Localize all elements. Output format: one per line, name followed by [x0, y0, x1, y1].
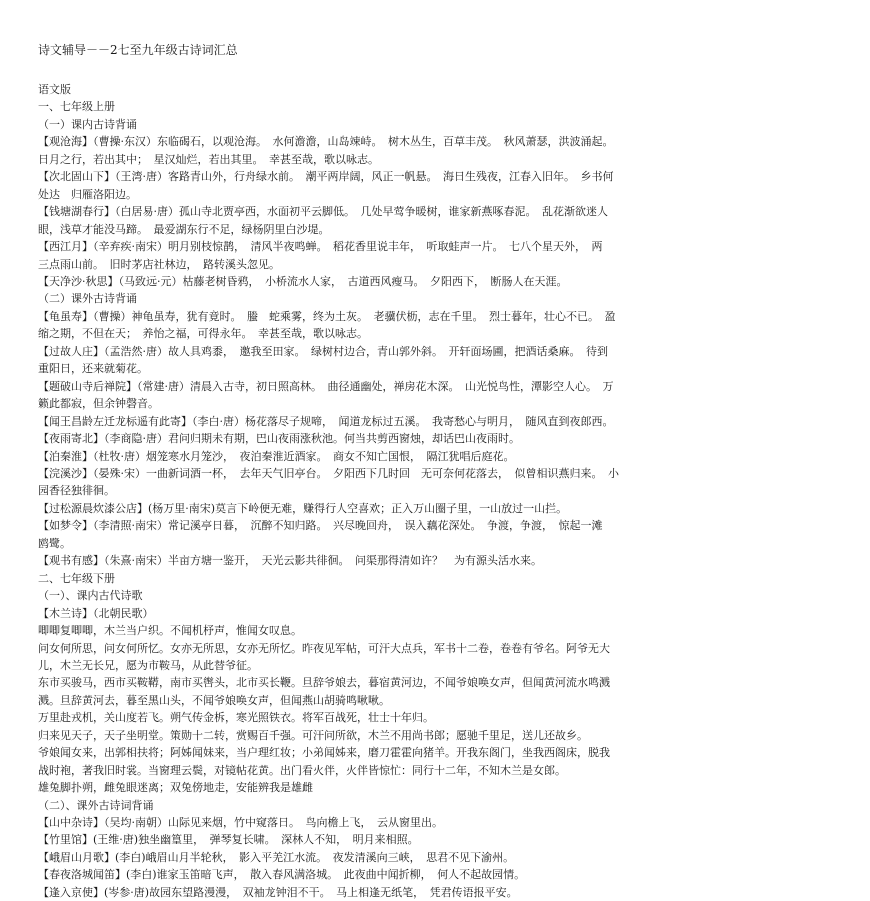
text-line: 【泊秦淮】（杜牧·唐）烟笼寒水月笼沙， 夜泊秦淮近酒家。 商女不知亡国恨， 隔江犹唱后庭花。 — [38, 449, 515, 463]
text-line: 【天净沙·秋思】（马致远·元）枯藤老树昏鸦， 小桥流水人家， 古道西风瘦马。 夕阳西下， 断肠人在天涯。 — [38, 274, 568, 288]
text-line: 【龟虽寿】（曹操）神龟虽寿，犹有竟时。 螣 蛇乘雾，终为土灰。 老骥伏枥，志在千里。 烈士暮年，壮心不已。 盈 — [38, 309, 616, 323]
text-line: 唧唧复唧唧，木兰当户织。不闻机杼声，惟闻女叹息。 — [38, 624, 302, 638]
text-line: （一）课内古诗背诵 — [38, 117, 137, 131]
text-line: 【观沧海】（曹操·东汉）东临碣石，以观沧海。 水何澹澹，山岛竦峙。 树木丛生，百草丰茂。 秋风萧瑟，洪波涌起。 — [38, 135, 614, 149]
text-line: 三点雨山前。 旧时茅店社林边， 路转溪头忽见。 — [38, 257, 280, 271]
text-line: 【闻王昌龄左迁龙标遥有此寄】（李白·唐）杨花落尽子规啼， 闻道龙标过五溪。 我寄愁心与明月， 随风直到夜郎西。 — [38, 414, 614, 428]
text-line: 处达 归雁洛阳边。 — [38, 187, 137, 201]
text-line: 【峨眉山月歌】(李白)峨眉山月半轮秋， 影入平羌江水流。 夜发清溪向三峡， 思君不见下渝州。 — [38, 850, 515, 864]
text-line: 重阳日，还来就菊花。 — [38, 362, 148, 376]
text-line: 【西江月】（辛弃疾·南宋）明月别枝惊鹊， 清风半夜鸣蝉。 稻花香里说丰年， 听取蛙声一片。 七八个星天外， 两 — [38, 240, 603, 254]
text-line: 眼，浅草才能没马蹄。 最爱湖东行不足，绿杨阴里白沙堤。 — [38, 222, 330, 236]
text-line: 问女何所思，问女何所忆。女亦无所思，女亦无所忆。昨夜见军帖，可汗大点兵，军书十二卷，卷卷有爷名。阿爷无大 — [38, 641, 610, 655]
text-line: 【如梦令】（李清照·南宋）常记溪亭日暮， 沉醉不知归路。 兴尽晚回舟， 误入藕花深处。 争渡，争渡， 惊起一滩 — [38, 519, 603, 533]
text-line: 【夜雨寄北】（李商隐·唐）君问归期未有期，巴山夜雨涨秋池。何当共剪西窗烛，却话巴山夜雨时。 — [38, 432, 520, 446]
text-line: 爷娘闻女来，出郭相扶将；阿姊闻妹来，当户理红妆；小弟闻姊来，磨刀霍霍向猪羊。开我东阁门，坐我西阁床，脱我 — [38, 746, 610, 760]
text-line: （二）课外古诗背诵 — [38, 292, 137, 306]
text-line: 万里赴戎机，关山度若飞。朔气传金柝，寒光照铁衣。将军百战死，壮士十年归。 — [38, 711, 434, 725]
text-line: 【过故人庄】（孟浩然·唐）故人具鸡黍， 邀我至田家。 绿树村边合，青山郭外斜。 开轩面场圃，把酒话桑麻。 待到 — [38, 344, 608, 358]
text-line: 儿，木兰无长兄，愿为市鞍马，从此替爷征。 — [38, 658, 258, 672]
text-line: （一）、课内古代诗歌 — [38, 589, 143, 603]
text-line: 【钱塘湖春行】（白居易·唐）孤山寺北贾亭西，水面初平云脚低。 几处早莺争暖树，谁家新燕啄春泥。 乱花渐欲迷人 — [38, 205, 608, 219]
text-line: 【木兰诗】（北朝民歌） — [38, 606, 154, 620]
text-line: 【春夜洛城闻笛】(李白)谁家玉笛暗飞声， 散入春风满洛城。 此夜曲中闻折柳， 何人不起故园情。 — [38, 868, 526, 882]
text-line: 【逢入京使】(岑参·唐)故园东望路漫漫， 双袖龙钟泪不干。 马上相逢无纸笔， 凭君传语报平安。 — [38, 885, 518, 899]
text-line: 归来见天子，天子坐明堂。策勋十二转，赏赐百千强。可汗问所欲，木兰不用尚书郎；愿驰千里足，送儿还故乡。 — [38, 728, 588, 742]
text-line: 溅。旦辞黄河去，暮至黑山头，不闻爷娘唤女声，但闻燕山胡骑鸣啾啾。 — [38, 693, 390, 707]
text-line: 【题破山寺后禅院】（常建·唐）清晨入古寺，初日照高林。 曲径通幽处，禅房花木深。 山光悦鸟性，潭影空人心。 万 — [38, 379, 614, 393]
text-line: 籁此都寂，但余钟磬音。 — [38, 397, 159, 411]
text-line: 【竹里馆】(王维·唐)独坐幽篁里， 弹琴复长啸。 深林人不知， 明月来相照。 — [38, 833, 419, 847]
text-line: 日月之行，若出其中； 星汉灿烂，若出其里。 幸甚至哉，歌以咏志。 — [38, 152, 379, 166]
text-line: 语文版 — [38, 83, 71, 96]
text-line: 【观书有感】（朱熹·南宋）半亩方塘一鉴开， 天光云影共徘徊。 问渠那得清如许？ 为有源头活水来。 — [38, 554, 542, 568]
text-line: 园香径独徘徊。 — [38, 484, 115, 498]
document-body — [38, 81, 838, 901]
text-line: 雄兔脚扑朔，雌兔眼迷离；双兔傍地走，安能辨我是雄雌 — [38, 781, 313, 795]
text-line: 战时袍，著我旧时裳。当窗理云鬓，对镜帖花黄。出门看火伴，火伴皆惊忙：同行十二年，不知木兰是女郎。 — [38, 763, 566, 777]
text-line: 【浣溪沙】（晏殊·宋）一曲新词酒一杯， 去年天气旧亭台。 夕阳西下几时回 无可奈何花落去， 似曾相识燕归来。 小 — [38, 466, 619, 480]
text-line: 【过松源晨炊漆公店】(杨万里·南宋)莫言下岭便无难，赚得行人空喜欢；正入万山圈子里，一山放过一山拦。 — [38, 501, 568, 515]
text-line: 鸥鹭。 — [38, 536, 71, 550]
text-line: （二）、课外古诗词背诵 — [38, 798, 154, 812]
text-line: 【次北固山下】（王湾·唐）客路青山外，行舟绿水前。 潮平两岸阔，风正一帆悬。 海日生残夜，江春入旧年。 乡书何 — [38, 170, 614, 184]
text-line: 【山中杂诗】（吴均·南朝）山际见来烟，竹中窥落日。 鸟向檐上飞， 云从窗里出。 — [38, 816, 443, 830]
text-line: 东市买骏马，西市买鞍鞯，南市买辔头，北市买长鞭。旦辞爷娘去，暮宿黄河边，不闻爷娘唤女声，但闻黄河流水鸣溅 — [38, 676, 610, 690]
text-line: 二、七年级下册 — [38, 571, 115, 585]
text-line: 缩之期，不但在天； 养怡之福，可得永年。 幸甚至哉，歌以咏志。 — [38, 327, 368, 341]
document-title: 诗文辅导－－2七至九年级古诗词汇总 — [38, 43, 238, 57]
text-line: 一、七年级上册 — [38, 100, 115, 114]
